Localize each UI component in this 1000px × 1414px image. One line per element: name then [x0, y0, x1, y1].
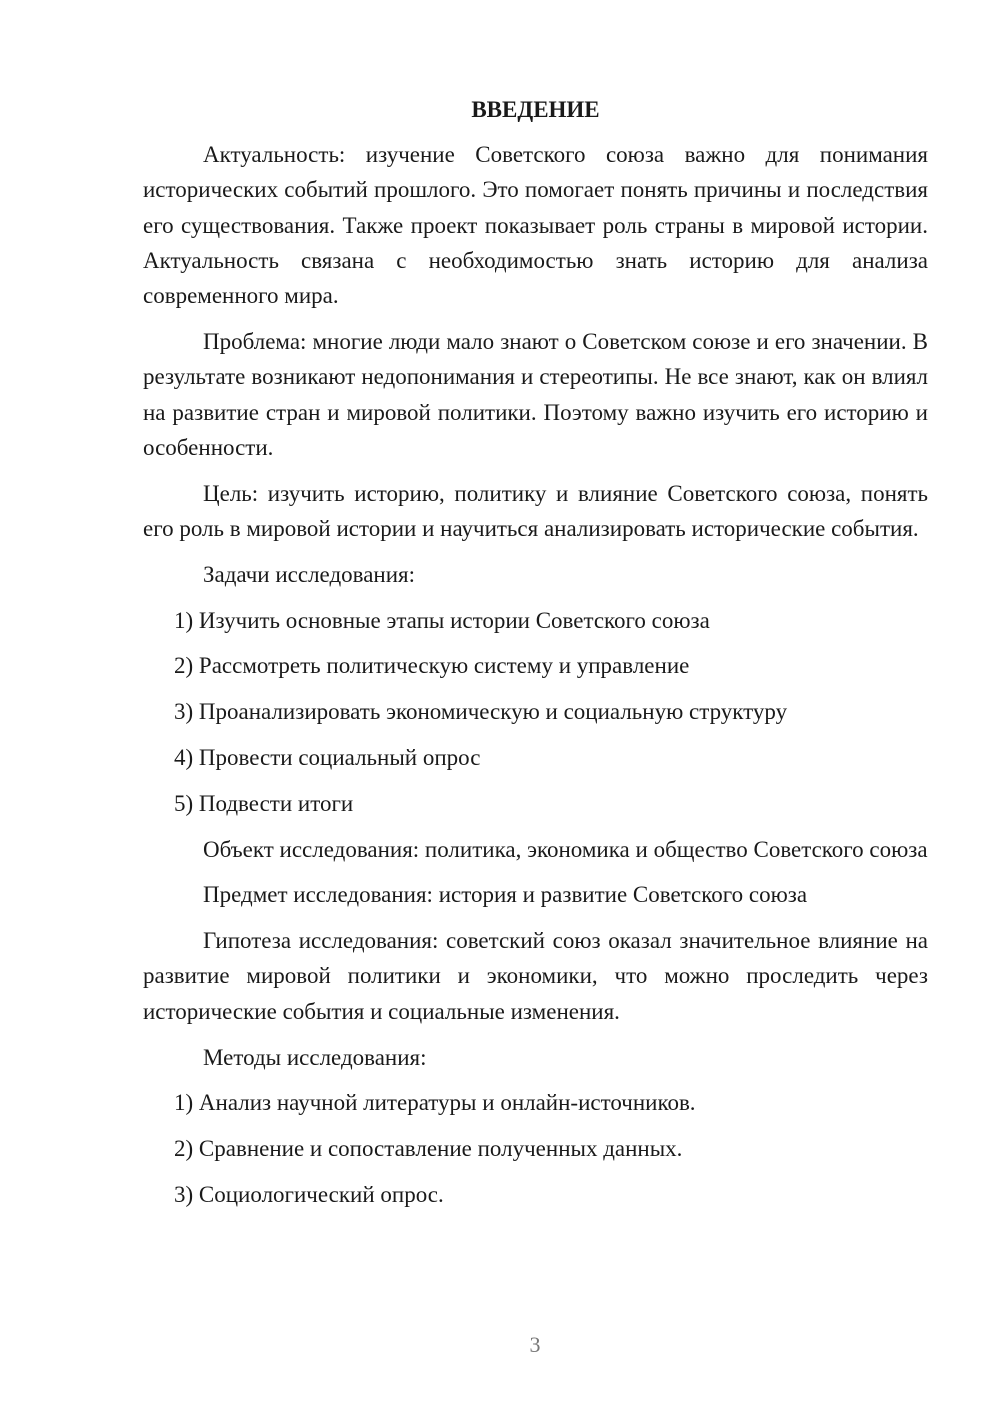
list-item: 1) Изучить основные этапы истории Советского союза	[174, 607, 710, 633]
page-number: 3	[529, 1332, 541, 1357]
relevance-paragraph: Актуальность: изучение Советского союза важно для понимания исторических событий прошлого. Это помогает понять причины и последствия его существования. Также проект показывает роль страны в мировой истории. Актуальность связана с необходимостью знать историю для анализа современного мира.	[143, 142, 928, 309]
hypothesis-paragraph: Гипотеза исследования: советский союз оказал значительное влияние на развитие мировой политики и экономики, что можно проследить через исторические события и социальные изменения.	[143, 928, 928, 1024]
problem-paragraph: Проблема: многие люди мало знают о Советском союзе и его значении. В результате возникают недопонимания и стереотипы. Не все знают, как он влиял на развитие стран и мировой политики. Поэтому важно изучить его историю и особенности.	[143, 328, 928, 460]
list-item: 3) Проанализировать экономическую и социальную структуру	[174, 699, 788, 725]
list-item: 4) Провести социальный опрос	[174, 744, 481, 770]
object-paragraph: Объект исследования: политика, экономика и общество Советского союза	[203, 836, 928, 862]
page-content	[143, 92, 928, 1223]
list-item: 2) Сравнение и сопоставление полученных данных.	[174, 1136, 683, 1162]
list-item: 3) Социологический опрос.	[174, 1181, 444, 1207]
list-item: 5) Подвести итоги	[174, 790, 354, 816]
tasks-heading: Задачи исследования:	[203, 561, 416, 587]
list-item: 1) Анализ научной литературы и онлайн-источников.	[174, 1090, 696, 1116]
subject-paragraph: Предмет исследования: история и развитие Советского союза	[203, 882, 808, 908]
methods-heading: Методы исследования:	[203, 1044, 427, 1070]
list-item: 2) Рассмотреть политическую систему и управление	[174, 653, 690, 679]
tasks-list	[143, 603, 928, 821]
methods-list	[143, 1085, 928, 1212]
goal-paragraph: Цель: изучить историю, политику и влияние Советского союза, понять его роль в мировой истории и научиться анализировать исторические события.	[143, 480, 928, 541]
section-title: ВВЕДЕНИЕ	[471, 97, 600, 122]
